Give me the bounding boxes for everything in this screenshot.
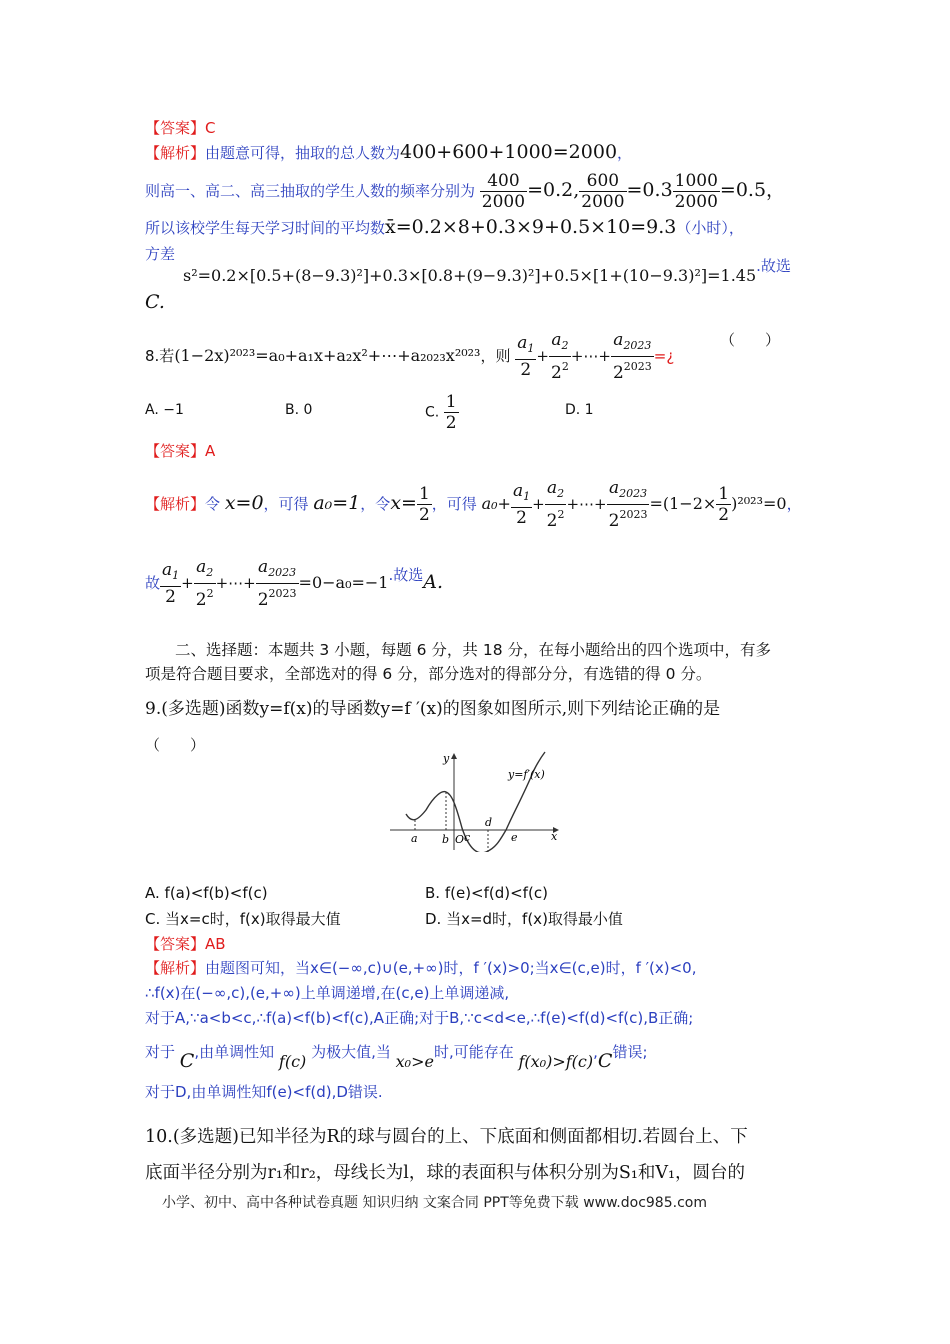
- math-expr: =0.5，: [719, 179, 786, 201]
- analysis-text: ，可得: [263, 495, 309, 513]
- math-expr: x₀>e: [395, 1052, 434, 1071]
- answer-tag: 【答案】: [145, 442, 206, 460]
- punct: ，: [617, 144, 633, 162]
- q8-option-b: B. 0: [285, 402, 313, 418]
- math-expr: a₀+: [481, 494, 511, 513]
- q9-analysis-line5: 对于D,由单调性知f(e)<f(d),D错误.: [145, 1083, 383, 1101]
- q9-analysis-line1: [145, 958, 697, 978]
- tick-a: a: [411, 832, 418, 845]
- tick-origin: O: [455, 833, 465, 846]
- tick-c: c: [464, 831, 471, 844]
- q9-option-a: A. f(a)<f(b)<f(c): [145, 884, 268, 902]
- curve-label: y=f′(x): [508, 768, 545, 781]
- q8-option-d: D. 1: [565, 402, 594, 418]
- page-footer: 小学、初中、高中各种试卷真题 知识归纳 文案合同 PPT等免费下载 www.doc985.com: [162, 1195, 707, 1211]
- analysis-text: 所以该校学生每天学习时间的平均数: [145, 219, 386, 237]
- x-axis-label: x: [551, 830, 558, 843]
- q9-option-d: D. 当x=d时，f(x)取得最小值: [425, 910, 623, 928]
- math-expr: )²⁰²³=0: [731, 494, 787, 513]
- analysis-text: 错误;: [612, 1043, 648, 1061]
- q9-option-c: C. 当x=c时，f(x)取得最大值: [145, 910, 341, 928]
- fraction: [480, 171, 527, 212]
- denominator: 2000: [481, 192, 526, 212]
- q8-option-c: [425, 392, 459, 433]
- q9-option-b: B. f(e)<f(d)<f(c): [425, 884, 548, 902]
- q9-stem: 9.(多选题)函数y=f(x)的导函数y=f ′(x)的图象如图所示,则下列结论正确的是: [145, 699, 721, 719]
- q8-analysis-line1: 【解析】令 x=0，可得 a₀=1，令x= $\frac{1}{2}$ ，可得 a₀+ $\frac{a_1}{2}$ + $\frac{a_2}{2^2}$ +⋯+ $\frac{a_{2023}}{2^{2023}}$ =(1−2× $\frac{1}{2}$ )²⁰²³=0，: [145, 478, 802, 531]
- q7-analysis-line3: [145, 217, 744, 238]
- y-axis-label: y: [443, 752, 450, 765]
- q8-analysis-line2: 故 $\frac{a_1}{2}$ + $\frac{a_2}{2^2}$ +⋯+ $\frac{a_{2023}}{2^{2023}}$ =0−a₀=−1.故选A.: [145, 557, 444, 610]
- math-expr: =0.3: [626, 179, 673, 201]
- analysis-text: 由题意可得，抽取的总人数为: [205, 144, 401, 162]
- answer-value: C: [205, 119, 216, 137]
- numerator: 600: [579, 171, 626, 192]
- q7-analysis-line1: [145, 142, 632, 163]
- fraction: $\frac{a_2}{2^2}$: [550, 330, 569, 383]
- fraction: $\frac{a_2}{2^2}$: [195, 557, 214, 610]
- math-expr: C: [179, 1050, 195, 1072]
- denominator: 2: [445, 413, 457, 433]
- answer-tag: 【答案】: [145, 935, 206, 953]
- denominator: 2000: [581, 192, 625, 212]
- q8-stem: 8.若(1−2x)²⁰²³=a₀+a₁x+a₂x²+⋯+a₂₀₂₃x²⁰²³，则 $\frac{a_1}{2}$ + $\frac{a_2}{2^2}$ +⋯+ $\frac{a_{2023}}{2^{2023}}$ =¿: [145, 330, 675, 383]
- analysis-tag: 【解析】: [145, 144, 206, 162]
- math-expr: s²=0.2×[0.5+(8−9.3)²]+0.3×[0.8+(9−9.3)²]+0.5×[1+(10−9.3)²]=1.45: [183, 266, 757, 285]
- punct: ,: [593, 1043, 598, 1061]
- section2-heading-line2: 项是符合题目要求，全部选对的得 6 分，部分选对的得部分分，有选错的得 0 分。: [145, 665, 712, 683]
- q9-analysis-line2: ∴f(x)在(−∞,c),(e,+∞)上单调递增,在(c,e)上单调递减,: [145, 984, 510, 1002]
- analysis-text: ，令: [360, 495, 391, 513]
- q8-paren: （ ）: [720, 331, 781, 349]
- answer-value: AB: [205, 935, 226, 953]
- math-expr: 400+600+1000=2000: [400, 141, 618, 163]
- option-label: C.: [425, 404, 440, 421]
- math-expr: (1−2x)²⁰²³=a₀+a₁x+a₂x²+⋯+a₂₀₂₃x²⁰²³: [174, 346, 481, 365]
- math-expr: x̄=0.2×8+0.3×9+0.5×10=9.3: [385, 216, 677, 238]
- math-expr: =0.2,: [527, 179, 580, 201]
- analysis-tag: 【解析】: [145, 959, 206, 977]
- analysis-text: 故: [145, 574, 161, 592]
- numerator: 400: [480, 171, 527, 192]
- q9-analysis-line3: 对于A,∵a<b<c,∴f(a)<f(b)<f(c),A正确;对于B,∵c<d<e,∴f(e)<f(d)<f(c),B正确;: [145, 1009, 694, 1027]
- q7-analysis-line4: [145, 244, 175, 264]
- numerator: 1: [445, 392, 457, 412]
- punct: ，: [786, 495, 802, 513]
- q9-paren: （ ）: [145, 736, 206, 754]
- math-expr: f(x₀)>f(c): [518, 1052, 594, 1071]
- analysis-text: 令: [205, 495, 221, 513]
- analysis-tag: 【解析】: [145, 495, 206, 513]
- q8-answer-line: [145, 441, 215, 461]
- stem-text: ，则: [480, 347, 511, 365]
- math-expr: =0−a₀=−1: [298, 573, 389, 592]
- fraction: $\frac{a_{2023}}{2^{2023}}$: [612, 330, 652, 383]
- math-expr: x=0: [224, 492, 264, 514]
- math-expr: C: [597, 1050, 613, 1072]
- math-expr: f(c): [278, 1052, 307, 1071]
- math-expr: A.: [423, 571, 444, 593]
- unit-text: （小时），: [676, 219, 744, 237]
- q7-answer-line: [145, 118, 216, 138]
- analysis-text: 为极大值,当: [311, 1043, 391, 1061]
- fraction: [673, 171, 720, 212]
- answer-value: A: [205, 442, 216, 460]
- analysis-text: 则高一、高二、高三抽取的学生人数的频率分别为: [145, 182, 476, 200]
- analysis-text: ，可得: [431, 495, 477, 513]
- stem-tail: =¿: [653, 347, 675, 365]
- fraction: $\frac{1}{2}$: [418, 484, 430, 525]
- tick-b: b: [442, 833, 450, 846]
- fraction: $\frac{a_1}{2}$: [517, 333, 535, 380]
- q9-analysis-line4: [145, 1034, 648, 1080]
- question-number: 8.若: [145, 347, 175, 365]
- q10-stem-line1: 10.(多选题)已知半径为R的球与圆台的上、下底面和侧面都相切.若圆台上、下: [145, 1127, 748, 1147]
- derivative-graph: [388, 748, 564, 852]
- analysis-text: ,由单调性知: [194, 1043, 275, 1061]
- analysis-text: .故选: [388, 566, 424, 584]
- derivative-curve: [406, 752, 545, 852]
- q7-variance-formula: [183, 256, 791, 286]
- fraction: $\frac{a_2}{2^2}$: [546, 478, 565, 531]
- numerator: 1000: [674, 171, 718, 191]
- denominator: 2000: [674, 192, 718, 212]
- fraction: $\frac{a_1}{2}$: [512, 481, 531, 528]
- fraction: [444, 392, 459, 433]
- section2-heading-line1: 二、选择题：本题共 3 小题，每题 6 分，共 18 分，在每小题给出的四个选项中，有多: [175, 641, 772, 659]
- analysis-text: 对于: [145, 1043, 176, 1061]
- fraction: [579, 171, 626, 212]
- q7-choice: C.: [145, 291, 165, 313]
- math-expr: x=: [390, 492, 417, 514]
- analysis-text: .故选: [756, 257, 791, 275]
- tick-d: d: [485, 816, 493, 829]
- answer-tag: 【答案】: [145, 119, 206, 137]
- math-expr: =(1−2×: [649, 494, 717, 513]
- fraction: $\frac{a_1}{2}$: [162, 560, 180, 607]
- q9-answer-line: [145, 934, 226, 954]
- fraction: $\frac{a_{2023}}{2^{2023}}$: [257, 557, 297, 610]
- q7-analysis-line2: [145, 168, 785, 213]
- analysis-label: 方差: [145, 245, 176, 263]
- math-expr: a₀=1: [313, 492, 361, 514]
- q10-stem-line2: 底面半径分别为r₁和r₂，母线长为l，球的表面积与体积分别为S₁和V₁，圆台的: [145, 1163, 746, 1183]
- q8-option-a: A. −1: [145, 402, 184, 418]
- fraction: $\frac{1}{2}$: [718, 484, 730, 525]
- fraction: $\frac{a_{2023}}{2^{2023}}$: [608, 478, 648, 531]
- tick-e: e: [511, 831, 518, 844]
- analysis-text: 时,可能存在: [433, 1043, 514, 1061]
- analysis-text: 由题图可知，当x∈(−∞,c)∪(e,+∞)时，f ′(x)>0;当x∈(c,e)时，f ′(x)<0,: [205, 959, 697, 977]
